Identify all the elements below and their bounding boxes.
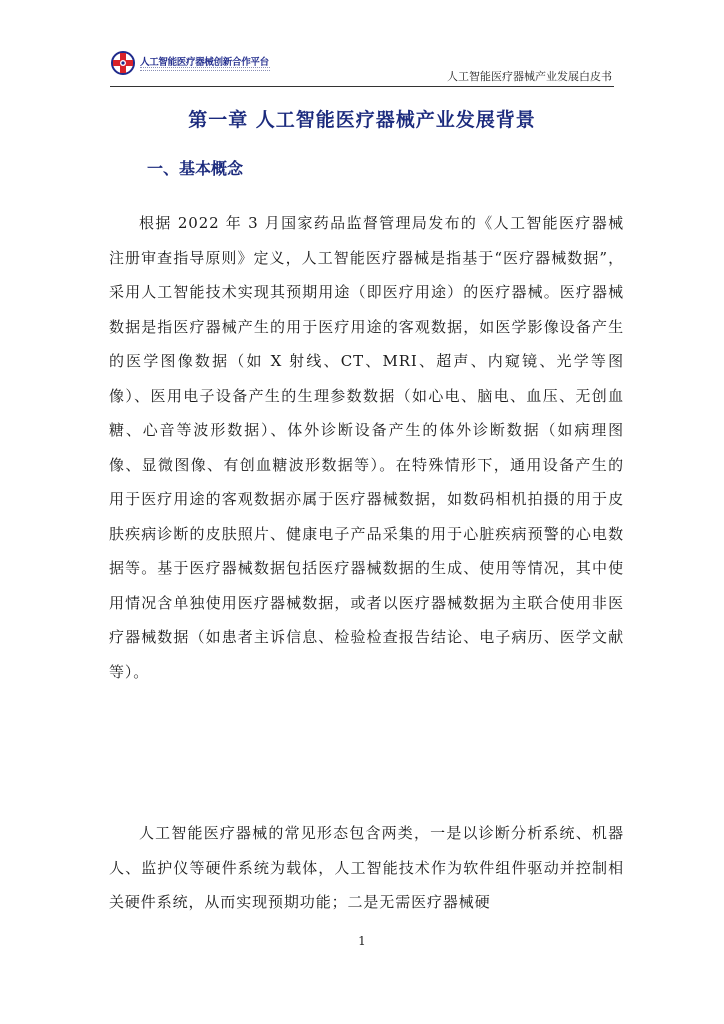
platform-emblem-icon (110, 50, 136, 76)
org-name: 人工智能医疗器械创新合作平台 (140, 57, 269, 68)
body-paragraph-forms: 人工智能医疗器械的常见形态包含两类，一是以诊断分析系统、机器人、监护仪等硬件系统为载体，人工智能技术作为软件组件驱动并控制相关硬件系统，从而实现预期功能；二是无需医疗器械硬 (109, 824, 624, 911)
header-divider (110, 86, 614, 87)
chapter-title: 第一章 人工智能医疗器械产业发展背景 (188, 109, 536, 131)
body-paragraph-definition: 根据 2022 年 3 月国家药品监督管理局发布的《人工智能医疗器械注册审查指导原则》定义，人工智能医疗器械是指基于“医疗器械数据”，采用人工智能技术实现其预期用途（即医疗用途）的医疗器械。医疗器械数据是指医疗器械产生的用于医疗用途的客观数据，如医学影像设备产生的医学图像数据（如 X 射线、CT、MRI、超声、内窥镜、光学等图像）、医用电子设备产生的生理参数数据（如心电、脑电、血压、无创血糖、心音等波形数据）、体外诊断设备产生的体外诊断数据（如病理图像、显微图像、有创血糖波形数据等）。在特殊情形下，通用设备产生的用于医疗用途的客观数据亦属于医疗器械数据，如数码相机拍摄的用于皮肤疾病诊断的皮肤照片、健康电子产品采集的用于心脏疾病预警的心电数据等。基于医疗器械数据包括医疗器械数据的生成、使用等情况，其中使用情况含单独使用医疗器械数据，或者以医疗器械数据为主联合使用非医疗器械数据（如患者主诉信息、检验检查报告结论、电子病历、医学文献等）。 (109, 214, 624, 681)
platform-logo (110, 48, 280, 78)
page-number: 1 (358, 934, 366, 948)
section-title: 一、基本概念 (147, 159, 244, 178)
running-header-title: 人工智能医疗器械产业发展白皮书 (447, 70, 612, 83)
logo-subtitle-line (140, 67, 270, 71)
